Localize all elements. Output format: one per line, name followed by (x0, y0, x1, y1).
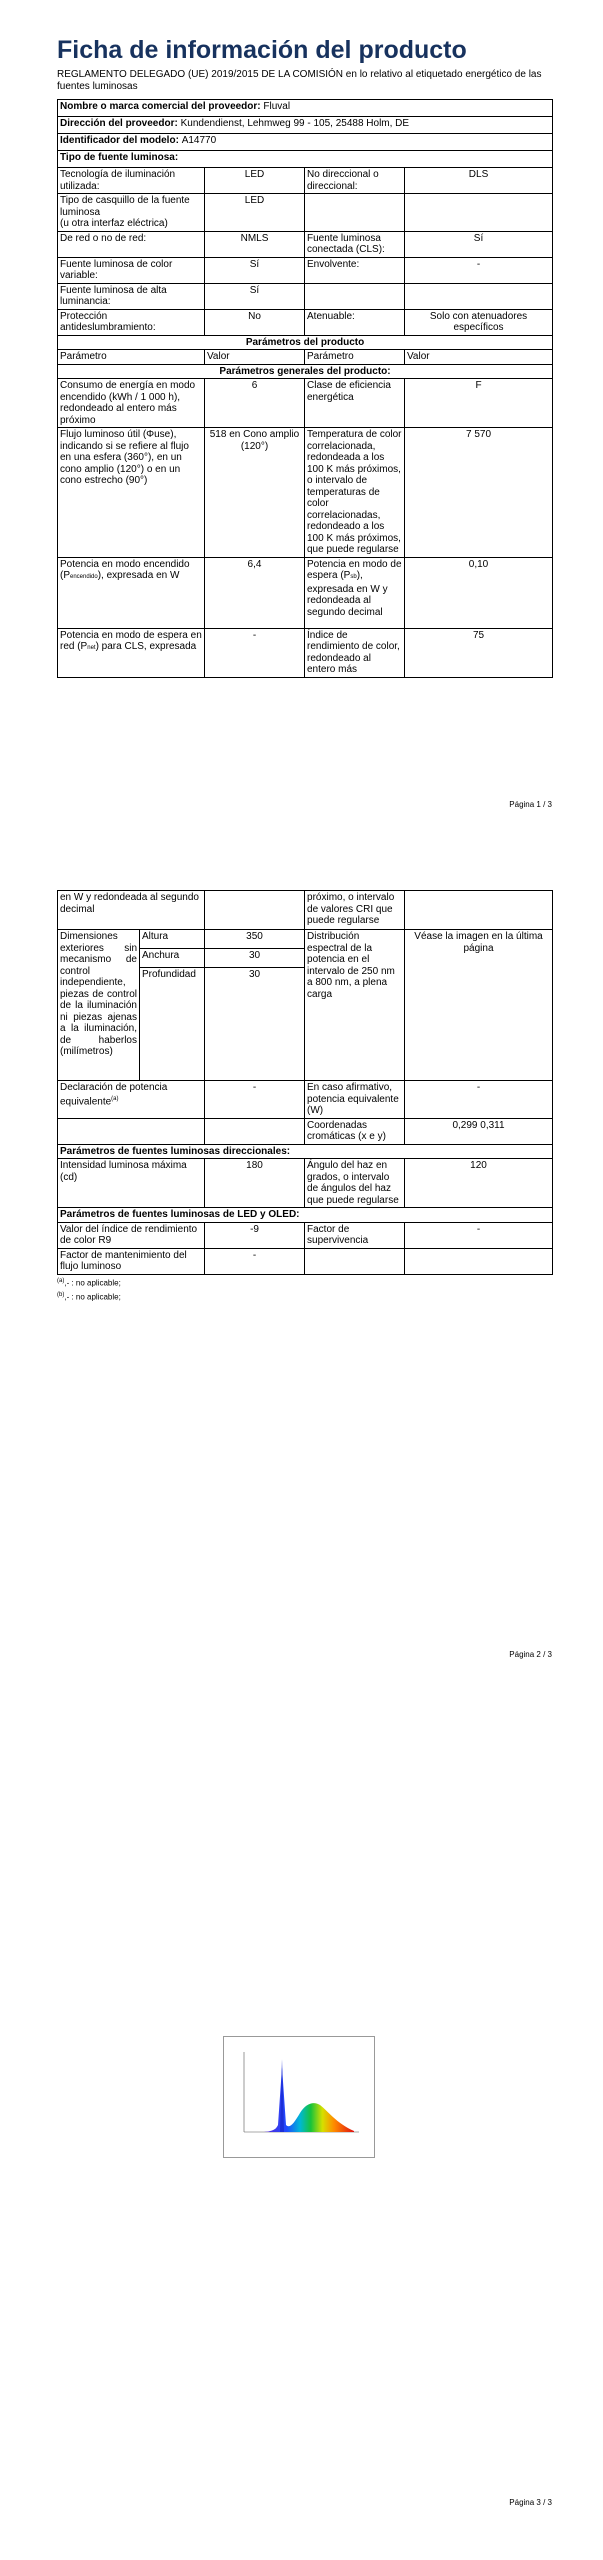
cri-label: Índice de rendimiento de color, redondeado al entero más (305, 628, 405, 677)
table-row (58, 1081, 553, 1119)
on-mode-power-value: 6,4 (205, 557, 305, 628)
energy-label: Consumo de energía en modo encendido (kWh / 1 000 h), redondeado al entero más próximo (58, 379, 205, 428)
anti-glare-value: No (205, 309, 305, 335)
nondirectional-label: No direccional o direccional: (305, 168, 405, 194)
page-footer-3: Página 3 / 3 (509, 2498, 552, 2507)
anti-glare-label: Protección antideslumbramiento: (58, 309, 205, 335)
equiv-yes-label: En caso afirmativo, potencia equivalente (W) (305, 1081, 405, 1119)
nondirectional-value: DLS (405, 168, 553, 194)
table-row (58, 1118, 553, 1144)
table-row (58, 257, 553, 283)
footnote-a (57, 1275, 552, 1290)
table-row (58, 335, 553, 350)
table-row (58, 168, 553, 194)
table-row (58, 1248, 553, 1274)
chroma-value: 0,299 0,311 (405, 1118, 553, 1144)
tech-value: LED (205, 168, 305, 194)
lumen-maint-label: Factor de mantenimiento del flujo luminoso (58, 1248, 205, 1274)
cap-label: Tipo de casquillo de la fuente luminosa (60, 195, 190, 218)
cct-value: 7 570 (405, 428, 553, 558)
depth-label: Profundidad (140, 968, 205, 1081)
product-info-table-p1 (57, 99, 553, 678)
intensity-value: 180 (205, 1159, 305, 1208)
spectrum-curve (264, 2067, 354, 2132)
footnote-b-sup: (b) (57, 1292, 65, 1299)
lumen-maint-value: - (205, 1248, 305, 1274)
table-row (58, 1222, 553, 1248)
footnote-a-sup: (a) (57, 1277, 65, 1284)
table-row (58, 117, 553, 134)
mains-value: NMLS (205, 231, 305, 257)
footnote-a-text: ,- : no aplicable; (64, 1278, 121, 1288)
network-standby-label-cont: en W y redondeada al segundo decimal (58, 891, 205, 930)
height-label: Altura (140, 930, 205, 949)
high-luminance-value: Sí (205, 283, 305, 309)
page-footer-1: Página 1 / 3 (509, 800, 552, 809)
efficiency-class-label: Clase de eficiencia energética (305, 379, 405, 428)
cls-value: Sí (405, 231, 553, 257)
supplier-name-value: Fluval (263, 101, 291, 112)
col-header-value-2: Valor (405, 350, 553, 365)
spectrum-chart (224, 2037, 374, 2157)
page-footer-2: Página 2 / 3 (509, 1650, 552, 1659)
network-standby-value: - (205, 628, 305, 677)
table-row (58, 364, 553, 379)
footnotes (57, 1275, 552, 1304)
r9-value: -9 (205, 1222, 305, 1248)
standby-power-value: 0,10 (405, 557, 553, 628)
mains-label: De red o no de red: (58, 231, 205, 257)
equiv-power-value: - (205, 1081, 305, 1119)
table-row (58, 100, 553, 117)
r9-label: Valor del índice de rendimiento de color R9 (58, 1222, 205, 1248)
on-mode-power-label-end: ), expresada en W (97, 570, 180, 581)
intensity-label: Intensidad luminosa máxima (cd) (58, 1159, 205, 1208)
network-standby-label: Potencia en modo de espera en red (P (60, 629, 202, 652)
table-row (58, 628, 553, 677)
table-row (58, 231, 553, 257)
high-luminance-label: Fuente luminosa de alta luminancia: (58, 283, 205, 309)
luminous-flux-value: 518 en Cono amplio (120°) (205, 428, 305, 558)
standby-power-sub: sb (350, 574, 357, 580)
chroma-label: Coordenadas cromáticas (x e y) (305, 1118, 405, 1144)
beam-angle-label: Ángulo del haz en grados, o intervalo de ángulos del haz que puede regularse (305, 1159, 405, 1208)
col-header-param-2: Parámetro (305, 350, 405, 365)
spectrum-image (223, 2036, 375, 2158)
width-label: Anchura (140, 949, 205, 968)
survival-label: Factor de supervivencia (305, 1222, 405, 1248)
table-row (58, 151, 553, 168)
table-row (58, 557, 553, 628)
beam-angle-value: 120 (405, 1159, 553, 1208)
colour-tunable-label: Fuente luminosa de color variable: (58, 257, 205, 283)
standby-power-label: Potencia en modo de espera (P (307, 558, 402, 581)
table-row (58, 891, 553, 930)
table-row (58, 1159, 553, 1208)
table-row (58, 134, 553, 151)
dimmable-label: Atenuable: (305, 309, 405, 335)
page-2 (0, 850, 603, 1700)
table-row (58, 428, 553, 558)
model-id-value: A14770 (181, 135, 217, 146)
table-row (58, 283, 553, 309)
tech-label: Tecnología de iluminación utilizada: (58, 168, 205, 194)
network-standby-label-end: ) para CLS, expresada (95, 641, 197, 652)
supplier-name-label: Nombre o marca comercial del proveedor: (60, 101, 261, 112)
dimmable-value: Solo con atenuadores específicos (405, 309, 553, 335)
network-standby-sub: net (87, 645, 96, 651)
col-header-param: Parámetro (58, 350, 205, 365)
cap-value: LED (205, 194, 305, 232)
col-header-value: Valor (205, 350, 305, 365)
dimensions-label: Dimensiones exteriores sin mecanismo de control independiente, piezas de control de la iluminación ni piezas ajenas a la iluminación, de haberlos (milímetros) (58, 930, 140, 1081)
params-header: Parámetros del producto (58, 335, 553, 350)
standby-power-label-end: ), expresada en W y redondeada al segundo decimal (307, 570, 388, 618)
equiv-power-label: Declaración de potencia equivalente (60, 1082, 168, 1107)
energy-value: 6 (205, 379, 305, 428)
efficiency-class-value: F (405, 379, 553, 428)
equiv-power-sup: (a) (111, 1095, 119, 1102)
footnote-b (57, 1289, 552, 1304)
led-header: Parámetros de fuentes luminosas de LED y OLED: (58, 1208, 553, 1223)
supplier-address-value: Kundendienst, Lehmweg 99 - 105, 25488 Holm, DE (180, 118, 410, 129)
cct-label: Temperatura de color correlacionada, redondeada a los 100 K más próximos, o intervalo de temperaturas de color correlacionadas, redondeado a los 100 K más próximos, que puede regularse (305, 428, 405, 558)
survival-value: - (405, 1222, 553, 1248)
spd-value: Véase la imagen en la última página (405, 930, 553, 1081)
on-mode-power-label: Potencia en modo encendido (P (60, 558, 190, 581)
envelope-label: Envolvente: (305, 257, 405, 283)
table-row (58, 194, 553, 232)
page-1 (0, 0, 603, 850)
on-mode-power-sub: encendido (70, 574, 98, 580)
table-row (58, 309, 553, 335)
table-row (58, 350, 553, 365)
cap-sub-label: (u otra interfaz eléctrica) (60, 218, 168, 229)
directional-header: Parámetros de fuentes luminosas direccionales: (58, 1144, 553, 1159)
cls-label: Fuente luminosa conectada (CLS): (305, 231, 405, 257)
cri-label-cont: próximo, o intervalo de valores CRI que puede regularse (305, 891, 405, 930)
height-value: 350 (205, 930, 305, 949)
footnote-b-text: ,- : no aplicable; (64, 1292, 121, 1302)
supplier-address-label: Dirección del proveedor: (60, 118, 178, 129)
table-row (58, 930, 553, 949)
colour-tunable-value: Sí (205, 257, 305, 283)
general-params-header: Parámetros generales del producto: (58, 364, 553, 379)
spd-label: Distribución espectral de la potencia en el intervalo de 250 nm a 800 nm, a plena carga (305, 930, 405, 1081)
table-row (58, 1208, 553, 1223)
document-title: Ficha de información del producto (57, 36, 467, 64)
product-info-table-p2 (57, 890, 553, 1275)
width-value: 30 (205, 949, 305, 968)
source-type-label: Tipo de fuente luminosa: (58, 151, 553, 168)
model-id-label: Identificador del modelo: (60, 135, 179, 146)
table-row (58, 379, 553, 428)
regulation-text: REGLAMENTO DELEGADO (UE) 2019/2015 DE LA COMISIÓN en lo relativo al etiquetado energético de las fuentes luminosas (57, 69, 542, 92)
equiv-yes-value: - (405, 1081, 553, 1119)
table-row (58, 1144, 553, 1159)
cri-value: 75 (405, 628, 553, 677)
luminous-flux-label: Flujo luminoso útil (Φuse), indicando si se refiere al flujo en una esfera (360°), en un cono amplio (120°) o en un cono estrecho (90°) (58, 428, 205, 558)
depth-value: 30 (205, 968, 305, 1081)
envelope-value: - (405, 257, 553, 283)
